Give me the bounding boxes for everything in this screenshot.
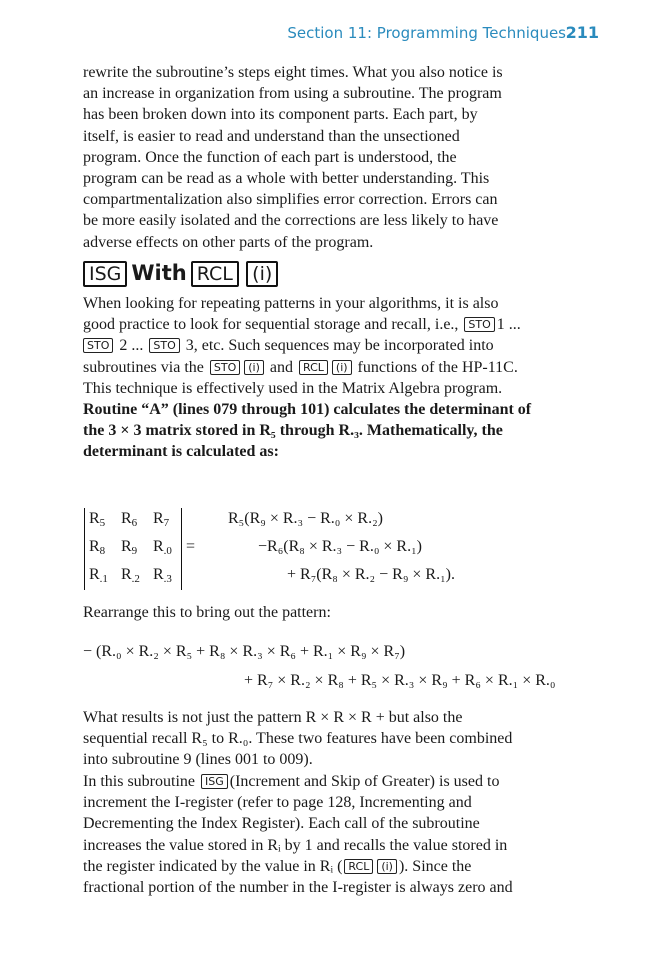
text-span: and	[269, 358, 293, 376]
isg-key: ISG	[83, 261, 127, 287]
section-heading	[83, 261, 278, 289]
expansion-term-1: R₅(R₉ × R.₃ − R.₀ × R.₂)	[228, 510, 383, 527]
matrix-cell: $R_{.0}$	[153, 538, 172, 557]
text-span: the register indicated by the value in Rᵢ (	[83, 857, 343, 875]
text-line	[83, 771, 597, 792]
text-line: the 3 × 3 matrix stored in R₅ through R.₃. Mathematically, the	[83, 422, 503, 440]
matrix-cell: $R_5$	[89, 510, 106, 529]
text-line: What results is not just the pattern R × R × R + but also the	[83, 709, 463, 726]
rcl-key: RCL	[191, 261, 239, 287]
text-line: into subroutine 9 (lines 001 to 009).	[83, 751, 313, 769]
expansion-term-2: −R₆(R₈ × R.₃ − R.₀ × R.₁)	[258, 538, 422, 555]
text-span: 3, etc. Such sequences may be incorporated into	[185, 337, 494, 355]
matrix-cell: $R_{.2}$	[121, 566, 140, 585]
index-key: (i)	[377, 859, 397, 874]
text-line: adverse effects on other parts of the program.	[83, 233, 374, 251]
matrix-right-bar	[181, 508, 182, 590]
text-line: rewrite the subroutine’s steps eight times. What you also notice is	[83, 64, 503, 81]
text-span: (Increment and Skip of Greater) is used to	[229, 773, 500, 790]
text-span: 2 ...	[119, 337, 144, 355]
text-span: subroutines via the	[83, 358, 204, 376]
text-line: When looking for repeating patterns in your algorithms, it is also	[83, 295, 499, 312]
paragraph-rearrange: Rearrange this to bring out the pattern:	[83, 604, 331, 621]
index-key: (i)	[244, 360, 264, 375]
text-line: compartmentalization also simplifies error correction. Errors can	[83, 191, 498, 209]
sto-key: STO	[464, 317, 494, 332]
text-span: ). Since the	[398, 857, 472, 875]
matrix-cell: $R_{.3}$	[153, 566, 172, 585]
paragraph-sequential-storage	[83, 293, 597, 399]
paragraph-routine-a	[83, 399, 597, 463]
matrix-left-bar	[84, 508, 85, 590]
text-line: fractional portion of the number in the I-register is always zero and	[83, 879, 513, 897]
sto-key: STO	[210, 360, 240, 375]
paragraph-isg-subroutine	[83, 771, 597, 898]
expansion-term-3: + R₇(R₈ × R.₂ − R₉ × R.₁).	[287, 566, 455, 583]
text-line: an increase in organization from using a subroutine. The program	[83, 85, 502, 103]
text-line	[83, 856, 597, 877]
text-line: determinant is calculated as:	[83, 443, 279, 461]
pattern-line-2: + R₇ × R.₂ × R₈ + R₅ × R.₃ × R₉ + R₆ × R.₁ × R.₀	[244, 672, 556, 689]
matrix-cell: $R_9$	[121, 538, 138, 557]
section-title: Section 11: Programming Techniques	[287, 24, 566, 42]
equals-sign: =	[186, 538, 196, 555]
index-key: (i)	[332, 360, 352, 375]
pattern-line-1: − (R.₀ × R.₂ × R₅ + R₈ × R.₃ × R₆ + R.₁ × R₉ × R₇)	[83, 643, 406, 660]
matrix-cell: $R_8$	[89, 538, 106, 557]
text-line: Decrementing the Index Register). Each call of the subroutine	[83, 815, 480, 833]
text-line: program can be read as a whole with better understanding. This	[83, 170, 490, 188]
isg-key: ISG	[201, 774, 228, 789]
matrix-cell: $R_7$	[153, 510, 170, 529]
paragraph-subroutine-organization	[83, 62, 597, 253]
text-line	[83, 314, 597, 335]
text-span: In this subroutine	[83, 773, 195, 790]
text-line: program. Once the function of each part is understood, the	[83, 148, 457, 166]
text-line: has been broken down into its component parts. Each part, by	[83, 106, 478, 124]
text-line: itself, is easier to read and understand than the unsectioned	[83, 127, 460, 145]
sto-key: STO	[149, 338, 179, 353]
text-line: be more easily isolated and the corrections are less likely to have	[83, 212, 499, 230]
sto-key: STO	[83, 338, 113, 353]
matrix-cell: $R_6$	[121, 510, 138, 529]
rcl-key: RCL	[344, 859, 373, 874]
text-line: increment the I-register (refer to page 128, Incrementing and	[83, 794, 472, 812]
matrix-cell: $R_{.1}$	[89, 566, 108, 585]
text-line: Routine “A” (lines 079 through 101) calculates the determinant of	[83, 401, 532, 418]
text-line	[83, 335, 597, 356]
page-number: 211	[565, 23, 599, 42]
paragraph-pattern-result	[83, 707, 597, 771]
text-span: 1 ...	[496, 316, 521, 334]
text-line	[83, 357, 597, 378]
text-line: increases the value stored in Rᵢ by 1 and recalls the value stored in	[83, 836, 508, 854]
heading-word: With	[131, 261, 187, 285]
text-span: good practice to look for sequential storage and recall, i.e.,	[83, 316, 459, 334]
page-header	[0, 24, 666, 48]
text-line: sequential recall R₅ to R.₀. These two features have been combined	[83, 730, 513, 748]
text-line: This technique is effectively used in the Matrix Algebra program.	[83, 379, 503, 397]
index-key: (i)	[246, 261, 278, 287]
rcl-key: RCL	[299, 360, 328, 375]
text-span: functions of the HP-11C.	[357, 358, 518, 376]
